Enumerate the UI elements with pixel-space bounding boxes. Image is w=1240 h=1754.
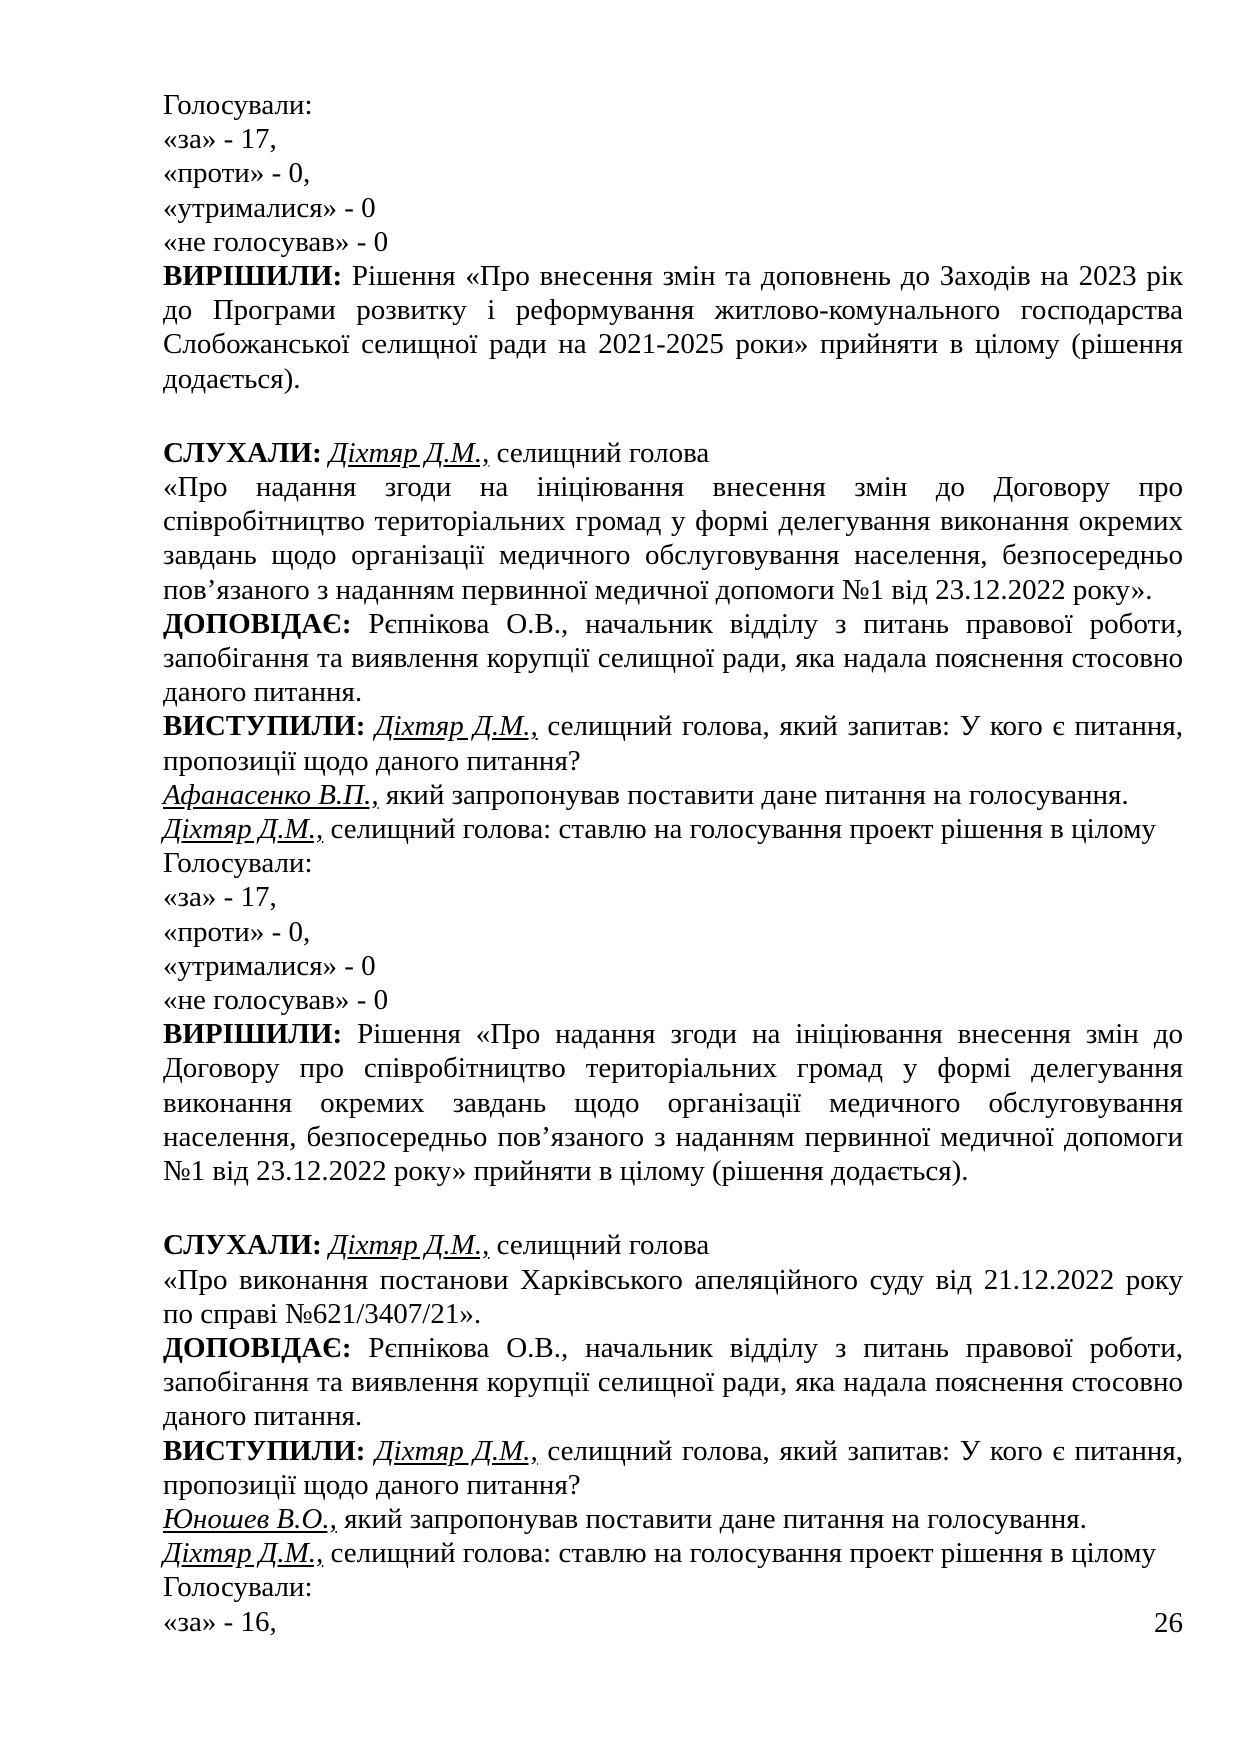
vote-abstained: «утрималися» - 0: [163, 191, 376, 224]
head-text: селищний голова: ставлю на голосування проект рішення в цілому: [323, 1537, 1156, 1570]
proposer-text: який запропонував поставити дане питання на голосування.: [378, 778, 1129, 811]
vote-not-voted: «не голосував» - 0: [163, 225, 389, 258]
document-page: [163, 88, 1183, 1639]
reporter-text: Рєпнікова О.В., начальник відділу з питань правової роботи, запобігання та виявлення корупції селищної ради, яка надала пояснення стосовно даного питання.: [163, 607, 1183, 709]
reporter-label: ДОПОВІДАЄ:: [163, 1331, 352, 1364]
vote-for: «за» - 16,: [163, 1605, 277, 1638]
reporter-text: Рєпнікова О.В., начальник відділу з питань правової роботи, запобігання та виявлення корупції селищної ради, яка надала пояснення стосовно даного питання.: [163, 1331, 1183, 1433]
head-paragraph: [163, 812, 1183, 846]
heard-person: Діхтяр Д.М.,: [329, 1229, 490, 1262]
decision-text: Рішення «Про надання згоди на ініціювання внесення змін до Договору про співробітництво територіальних громад у формі делегування виконання окремих завдань щодо організації медичного обслуговування населення, безпосередньо пов’язаного з наданням первинної медичної допомоги №1 від 23.12.2022 року» прийняти в цілому (рішення додається).: [163, 1018, 1183, 1188]
vote-against: «проти» - 0,: [163, 157, 311, 190]
voted-label: Голосували:: [163, 1571, 313, 1604]
page-number: 26: [1154, 1607, 1183, 1639]
vote-abstained: «утрималися» - 0: [163, 949, 376, 982]
vote-for: «за» - 17,: [163, 123, 277, 156]
topic-paragraph: «Про виконання постанови Харківського апеляційного суду від 21.12.2022 року по справі №621/3407/21».: [163, 1263, 1183, 1330]
voted-label: Голосували:: [163, 89, 313, 121]
vote-not-voted: «не голосував» - 0: [163, 984, 389, 1017]
voted-label: Голосували:: [163, 847, 313, 880]
decision-paragraph: [163, 1017, 1183, 1188]
decision-text: Рішення «Про внесення змін та доповнень до Заходів на 2023 рік до Програми розвитку і реформування житлово-комунального господарства Слобожанської селищної ради на 2021-2025 роки» прийняти в цілому (рішення додається).: [163, 260, 1183, 395]
decision-label: ВИРІШИЛИ:: [163, 1018, 343, 1051]
head-person: Діхтяр Д.М.,: [163, 1537, 324, 1570]
proposer-text: який запропонував поставити дане питання на голосування.: [336, 1502, 1087, 1535]
head-text: селищний голова: ставлю на голосування проект рішення в цілому: [323, 813, 1156, 846]
topic-paragraph: «Про надання згоди на ініціювання внесення змін до Договору про співробітництво територіальних громад у формі делегування виконання окремих завдань щодо організації медичного обслуговування населення, безпосередньо пов’язаного з наданням первинної медичної допомоги №1 від 23.12.2022 року».: [163, 471, 1183, 606]
heard-role: селищний голова: [489, 1229, 710, 1262]
section-gap: [163, 1188, 1183, 1228]
reporter-paragraph: [163, 607, 1183, 710]
proposer-person: Афанасенко В.П.,: [163, 778, 379, 811]
reporter-paragraph: [163, 1331, 1183, 1434]
speaker-text: селищний голова, який запитав: У кого є питання, пропозиції щодо даного питання?: [163, 710, 1184, 777]
heard-role: селищний голова: [489, 436, 710, 469]
heard-label: СЛУХАЛИ:: [163, 436, 322, 469]
head-person: Діхтяр Д.М.,: [163, 813, 324, 846]
speakers-label: ВИСТУПИЛИ:: [163, 1434, 366, 1467]
speaker-person: Діхтяр Д.М.,: [375, 710, 538, 743]
heard-paragraph: [163, 436, 1183, 470]
heard-paragraph: [163, 1228, 1183, 1262]
vote-for: «за» - 17,: [163, 881, 277, 914]
decision-label: ВИРІШИЛИ:: [163, 260, 343, 293]
proposer-paragraph: [163, 1502, 1183, 1536]
speaker-text: селищний голова, який запитав: У кого є питання, пропозиції щодо даного питання?: [163, 1434, 1184, 1501]
head-paragraph: [163, 1536, 1183, 1570]
speakers-label: ВИСТУПИЛИ:: [163, 710, 366, 743]
speakers-paragraph: [163, 1434, 1183, 1502]
speaker-person: Діхтяр Д.М.,: [375, 1434, 538, 1467]
decision-paragraph: [163, 259, 1183, 396]
section-gap: [163, 396, 1183, 436]
vote-against: «проти» - 0,: [163, 915, 311, 948]
heard-person: Діхтяр Д.М.,: [329, 436, 490, 469]
proposer-paragraph: [163, 778, 1183, 812]
proposer-person: Юношев В.О.,: [163, 1502, 337, 1535]
speakers-paragraph: [163, 709, 1183, 777]
heard-label: СЛУХАЛИ:: [163, 1229, 322, 1262]
reporter-label: ДОПОВІДАЄ:: [163, 607, 352, 640]
